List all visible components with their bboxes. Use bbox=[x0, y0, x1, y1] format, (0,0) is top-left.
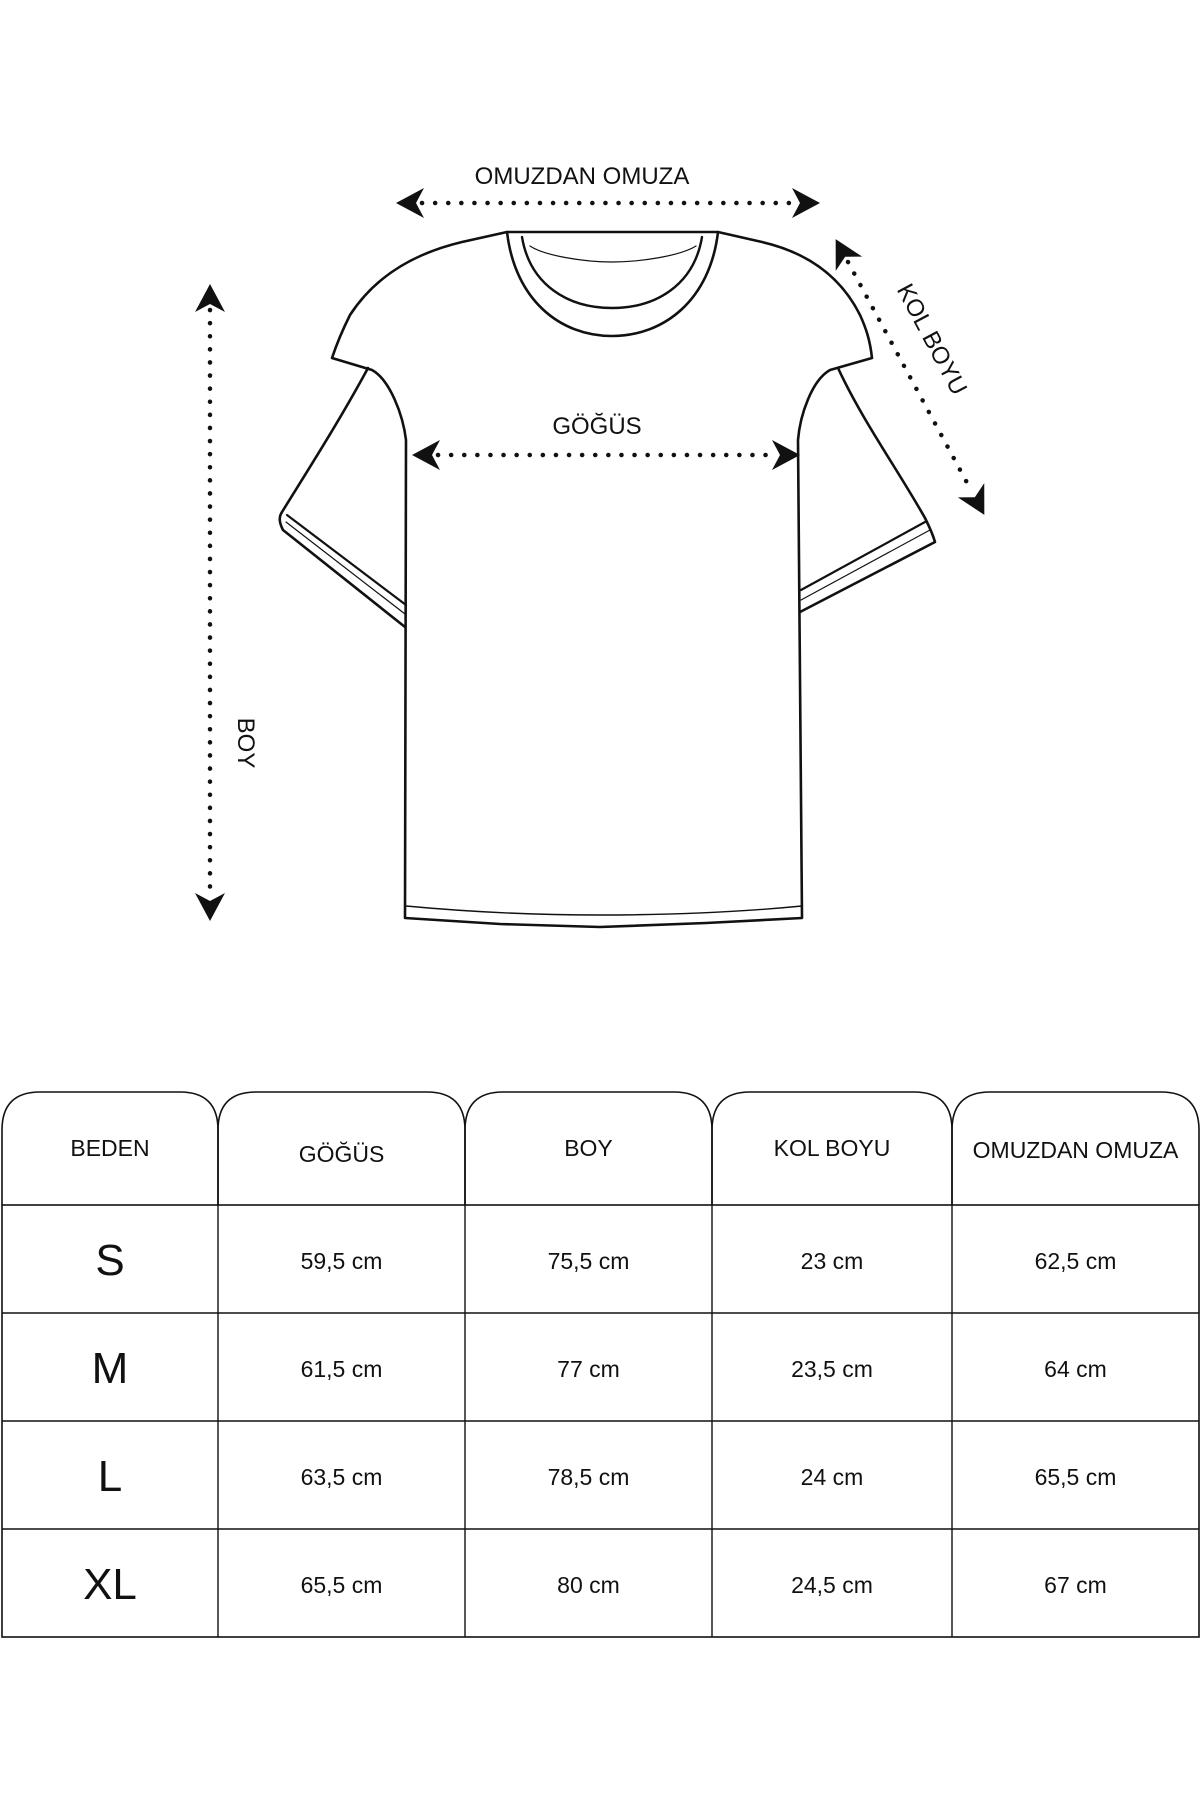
table-cell: 24 cm bbox=[800, 1464, 864, 1490]
tshirt-right-cuff-stitch bbox=[801, 530, 930, 600]
header-gogus: GÖĞÜS bbox=[298, 1141, 385, 1167]
size-label: L bbox=[97, 1452, 123, 1501]
tshirt-right-sleeve bbox=[800, 368, 935, 612]
header-beden: BEDEN bbox=[70, 1135, 150, 1161]
tshirt-left-sleeve bbox=[280, 368, 405, 627]
tshirt-neck-inner bbox=[522, 237, 702, 308]
size-label: XL bbox=[83, 1560, 137, 1609]
header-omuzdan-omuza: OMUZDAN OMUZA bbox=[972, 1137, 1179, 1163]
table-cell: 78,5 cm bbox=[547, 1464, 630, 1490]
size-table bbox=[2, 1092, 1199, 1637]
sleeve-guide-arrowhead-end bbox=[958, 483, 998, 522]
length-label: BOY bbox=[232, 717, 259, 769]
size-label: M bbox=[91, 1344, 129, 1393]
chest-label: GÖĞÜS bbox=[552, 413, 642, 440]
table-cell: 65,5 cm bbox=[1034, 1464, 1117, 1490]
table-cell: 80 cm bbox=[557, 1572, 620, 1598]
sleeve-guide bbox=[822, 232, 997, 522]
sleeve-guide-arrowhead-start bbox=[822, 232, 862, 271]
header-boy: BOY bbox=[564, 1135, 613, 1161]
tshirt-diagram bbox=[280, 232, 935, 927]
table-cell: 23,5 cm bbox=[791, 1356, 873, 1382]
tshirt-left-cuff-stitch bbox=[286, 522, 405, 614]
length-guide-arrowhead-end bbox=[195, 893, 225, 921]
chest-guide-arrowhead-end bbox=[772, 440, 800, 470]
header-kol-boyu: KOL BOYU bbox=[773, 1135, 891, 1161]
table-cell: 24,5 cm bbox=[791, 1572, 873, 1598]
table-cell: 75,5 cm bbox=[547, 1248, 630, 1274]
length-guide bbox=[195, 284, 225, 921]
table-cell: 62,5 cm bbox=[1034, 1248, 1117, 1274]
tshirt-left-sleeve-cuff bbox=[287, 515, 406, 605]
table-cell: 63,5 cm bbox=[300, 1464, 383, 1490]
shoulder-label: OMUZDAN OMUZA bbox=[474, 163, 690, 190]
table-cell: 59,5 cm bbox=[300, 1248, 383, 1274]
shoulder-guide-arrowhead-end bbox=[792, 188, 820, 218]
table-cell: 61,5 cm bbox=[300, 1356, 383, 1382]
tshirt-hem-stitch bbox=[406, 906, 802, 915]
tshirt-neck-outer bbox=[507, 232, 718, 336]
tshirt-neck-stitch bbox=[530, 246, 696, 262]
sleeve-label: KOL BOYU bbox=[891, 279, 973, 400]
table-cell: 67 cm bbox=[1044, 1572, 1107, 1598]
table-cell: 23 cm bbox=[800, 1248, 864, 1274]
shoulder-guide bbox=[396, 188, 820, 218]
table-cell: 77 cm bbox=[557, 1356, 620, 1382]
size-label: S bbox=[95, 1236, 125, 1285]
chest-guide bbox=[412, 440, 800, 470]
table-cell: 65,5 cm bbox=[300, 1572, 383, 1598]
measurement-labels bbox=[232, 163, 972, 768]
table-cell: 64 cm bbox=[1044, 1356, 1107, 1382]
